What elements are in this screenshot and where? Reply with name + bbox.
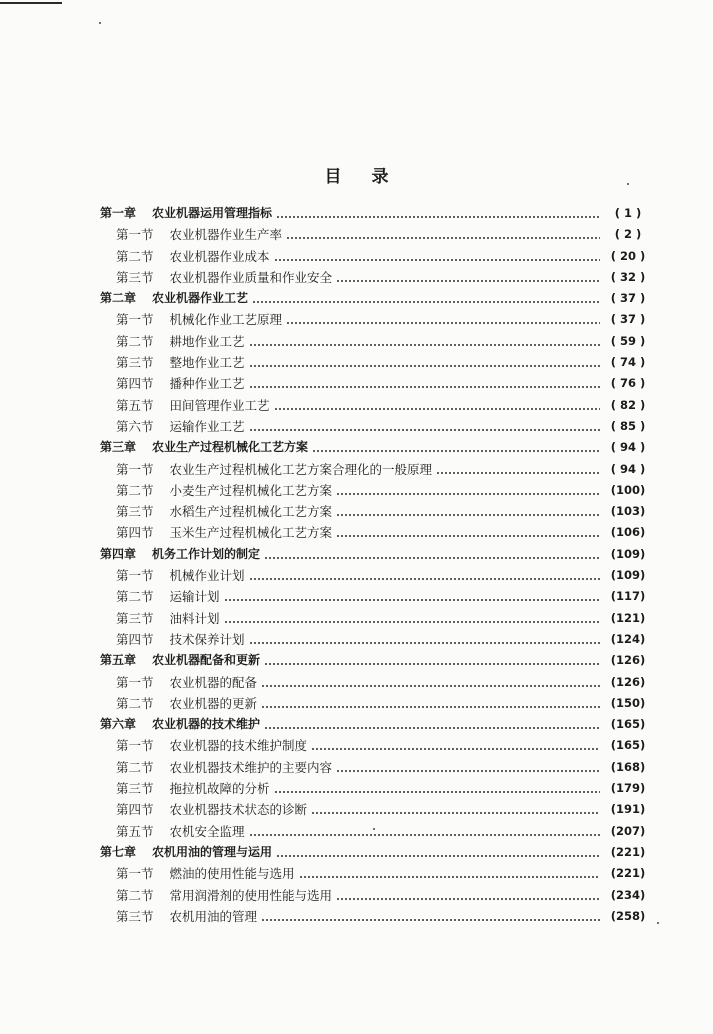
entry-number: 第二节 xyxy=(116,759,154,775)
dot-leader xyxy=(311,799,600,820)
entry-row xyxy=(100,650,652,671)
entry-number: 第三节 xyxy=(116,504,154,520)
entry-row xyxy=(116,906,652,927)
dot-leader xyxy=(436,459,600,480)
dot-leader xyxy=(249,565,600,586)
entry-row xyxy=(116,863,652,884)
entry-page-number: ( 2 ) xyxy=(614,227,642,242)
entry-row xyxy=(116,309,652,330)
entry-page-number: ( 37 ) xyxy=(610,312,646,327)
entry-page-number: (234) xyxy=(610,887,646,902)
entry-row xyxy=(116,459,652,480)
entry-title: 农业机器作业工艺 xyxy=(152,291,249,306)
section-entry xyxy=(0,522,713,543)
entry-page-number: (121) xyxy=(610,610,646,625)
entry-title: 农业生产过程机械化工艺方案合理化的一般原理 xyxy=(169,461,433,477)
chapter-entry xyxy=(0,203,713,224)
entry-page-number: ( 59 ) xyxy=(610,333,646,348)
dot-leader xyxy=(312,437,600,458)
entry-title: 整地作业工艺 xyxy=(169,355,245,371)
entry-number: 第五节 xyxy=(116,397,154,413)
entry-title: 农业机器作业生产率 xyxy=(169,227,283,243)
entry-page-number: ( 74 ) xyxy=(610,355,646,370)
dot-leader xyxy=(249,416,600,437)
entry-row xyxy=(100,203,652,224)
entry-page-number: (165) xyxy=(610,717,646,732)
entry-row xyxy=(116,586,652,607)
entry-number: 第二节 xyxy=(116,333,154,349)
dot-leader xyxy=(274,246,600,267)
entry-title: 小麦生产过程机械化工艺方案 xyxy=(169,482,333,498)
entry-title: 农业机器作业质量和作业安全 xyxy=(169,269,333,285)
entry-number: 第一章 xyxy=(100,206,137,220)
entry-page-number: (117) xyxy=(610,589,646,604)
entry-page-number: (106) xyxy=(610,525,646,540)
title-char: 目 xyxy=(324,167,342,187)
title-char: 录 xyxy=(371,167,389,187)
dot-leader xyxy=(224,608,600,629)
dot-leader xyxy=(286,309,600,330)
entry-number: 第五章 xyxy=(100,653,137,668)
entry-row xyxy=(116,735,652,756)
section-entry xyxy=(0,352,713,373)
entry-number: 第一节 xyxy=(116,674,154,690)
entry-number: 第二节 xyxy=(116,248,154,264)
section-entry xyxy=(0,501,713,522)
entry-number: 第二节 xyxy=(116,887,154,903)
entry-row xyxy=(116,885,652,906)
dot-leader xyxy=(261,672,600,693)
dot-leader xyxy=(274,778,600,799)
section-entry xyxy=(0,586,713,607)
entry-number: 第二章 xyxy=(100,291,137,306)
section-entry xyxy=(0,267,713,288)
dot-leader xyxy=(311,735,600,756)
section-entry xyxy=(0,885,713,906)
entry-page-number: (109) xyxy=(610,546,646,561)
entry-row xyxy=(116,395,652,416)
dot-leader xyxy=(249,821,600,842)
section-entry xyxy=(0,480,713,501)
section-entry xyxy=(0,672,713,693)
entry-number: 第三节 xyxy=(116,355,154,371)
entry-page-number: (109) xyxy=(610,568,646,583)
entry-row xyxy=(116,629,652,650)
dot-leader xyxy=(276,842,600,863)
entry-title: 农业机器技术状态的诊断 xyxy=(169,802,308,818)
entry-title: 农业机器的技术维护制度 xyxy=(169,738,308,754)
entry-row xyxy=(116,501,652,522)
entry-page-number: (258) xyxy=(610,908,646,923)
entry-page-number: (168) xyxy=(610,759,646,774)
entry-number: 第四章 xyxy=(100,546,137,561)
entry-number: 第一节 xyxy=(116,312,154,328)
entry-row xyxy=(100,544,652,565)
scan-speck xyxy=(99,22,101,24)
entry-page-number: (165) xyxy=(610,738,646,753)
entry-title: 田间管理作业工艺 xyxy=(169,397,270,413)
dot-leader xyxy=(336,757,600,778)
entry-title: 机械作业计划 xyxy=(169,568,245,584)
dot-leader xyxy=(224,586,600,607)
entry-number: 第六章 xyxy=(100,717,137,732)
entry-row xyxy=(116,693,652,714)
chapter-entry xyxy=(0,437,713,458)
dot-leader xyxy=(264,650,600,671)
entry-number: 第四节 xyxy=(116,802,154,818)
entry-page-number: (179) xyxy=(610,781,646,796)
entry-title: 水稻生产过程机械化工艺方案 xyxy=(169,504,333,520)
entry-row xyxy=(116,799,652,820)
entry-number: 第五节 xyxy=(116,823,154,839)
page-title xyxy=(0,162,713,187)
entry-title: 农业机器配备和更新 xyxy=(152,653,261,668)
entry-title: 农业机器的配备 xyxy=(169,674,258,690)
dot-leader xyxy=(249,629,600,650)
dot-leader xyxy=(249,331,600,352)
chapter-entry xyxy=(0,714,713,735)
section-entry xyxy=(0,821,713,842)
section-entry xyxy=(0,629,713,650)
entry-number: 第四节 xyxy=(116,631,154,647)
entry-page-number: ( 85 ) xyxy=(610,418,646,433)
dot-leader xyxy=(336,885,600,906)
section-entry xyxy=(0,224,713,245)
dot-leader xyxy=(336,267,600,288)
entry-page-number: ( 1 ) xyxy=(614,206,642,220)
entry-row xyxy=(116,522,652,543)
entry-page-number: (150) xyxy=(610,695,646,710)
entry-row xyxy=(116,224,652,245)
entry-row xyxy=(116,267,652,288)
top-rule xyxy=(0,2,62,4)
entry-page-number: (124) xyxy=(610,631,646,646)
entry-page-number: ( 20 ) xyxy=(610,248,646,263)
entry-title: 机务工作计划的制定 xyxy=(152,546,261,561)
entry-number: 第二节 xyxy=(116,695,154,711)
section-entry xyxy=(0,799,713,820)
dot-leader xyxy=(336,480,600,501)
dot-leader xyxy=(264,544,600,565)
entry-number: 第六节 xyxy=(116,418,154,434)
entry-number: 第三节 xyxy=(116,610,154,626)
entry-page-number: (191) xyxy=(610,802,646,817)
entry-number: 第一节 xyxy=(116,738,154,754)
entry-row xyxy=(100,437,652,458)
entry-title: 运输计划 xyxy=(169,589,220,605)
entry-title: 农业机器的技术维护 xyxy=(152,717,261,732)
entry-title: 拖拉机故障的分析 xyxy=(169,781,270,797)
dot-leader xyxy=(286,224,600,245)
entry-row xyxy=(116,565,652,586)
entry-title: 燃油的使用性能与选用 xyxy=(169,866,295,882)
entry-row xyxy=(116,246,652,267)
entry-number: 第七章 xyxy=(100,844,137,859)
entry-row xyxy=(116,672,652,693)
entry-page-number: (126) xyxy=(610,653,646,668)
dot-leader xyxy=(264,714,600,735)
dot-leader xyxy=(274,395,600,416)
entry-title: 农业机器的更新 xyxy=(169,695,258,711)
dot-leader xyxy=(261,693,600,714)
entry-row xyxy=(116,821,652,842)
chapter-entry xyxy=(0,842,713,863)
section-entry xyxy=(0,416,713,437)
section-entry xyxy=(0,778,713,799)
chapter-entry xyxy=(0,650,713,671)
entry-title: 农业机器作业成本 xyxy=(169,248,270,264)
entry-number: 第二节 xyxy=(116,482,154,498)
entry-page-number: ( 94 ) xyxy=(610,461,646,476)
section-entry xyxy=(0,459,713,480)
entry-number: 第一节 xyxy=(116,461,154,477)
dot-leader xyxy=(249,352,600,373)
entry-title: 农业机器运用管理指标 xyxy=(152,206,273,220)
entry-title: 技术保养计划 xyxy=(169,631,245,647)
entry-number: 第三节 xyxy=(116,269,154,285)
entry-title: 机械化作业工艺原理 xyxy=(169,312,283,328)
dot-leader xyxy=(261,906,600,927)
entry-page-number: (126) xyxy=(610,674,646,689)
chapter-entry xyxy=(0,544,713,565)
entry-number: 第四节 xyxy=(116,376,154,392)
dot-leader xyxy=(252,288,600,309)
entry-number: 第一节 xyxy=(116,866,154,882)
entry-title: 农机用油的管理 xyxy=(169,908,258,924)
entry-page-number: ( 94 ) xyxy=(610,440,646,455)
dot-leader xyxy=(299,863,600,884)
section-entry xyxy=(0,373,713,394)
entry-row xyxy=(116,352,652,373)
entry-page-number: (207) xyxy=(610,823,646,838)
entry-number: 第二节 xyxy=(116,589,154,605)
chapter-entry xyxy=(0,288,713,309)
dot-leader xyxy=(336,522,600,543)
section-entry xyxy=(0,309,713,330)
entry-row xyxy=(116,757,652,778)
entry-title: 农业生产过程机械化工艺方案 xyxy=(152,440,309,455)
section-entry xyxy=(0,395,713,416)
entry-title: 农机安全监理 xyxy=(169,823,245,839)
entry-number: 第四节 xyxy=(116,525,154,541)
section-entry xyxy=(0,735,713,756)
entry-page-number: ( 82 ) xyxy=(610,397,646,412)
entry-title: 播种作业工艺 xyxy=(169,376,245,392)
entry-title: 农业机器技术维护的主要内容 xyxy=(169,759,333,775)
entry-row xyxy=(116,331,652,352)
entry-page-number: (103) xyxy=(610,504,646,519)
entry-title: 常用润滑剂的使用性能与选用 xyxy=(169,887,333,903)
entry-title: 油料计划 xyxy=(169,610,220,626)
entry-number: 第一节 xyxy=(116,227,154,243)
entry-page-number: ( 76 ) xyxy=(610,376,646,391)
section-entry xyxy=(0,565,713,586)
entry-title: 耕地作业工艺 xyxy=(169,333,245,349)
dot-leader xyxy=(249,373,600,394)
entry-number: 第三节 xyxy=(116,908,154,924)
entry-row xyxy=(116,480,652,501)
section-entry xyxy=(0,863,713,884)
entry-page-number: ( 32 ) xyxy=(610,269,646,284)
entry-number: 第一节 xyxy=(116,568,154,584)
entry-row xyxy=(100,714,652,735)
entry-title: 农机用油的管理与运用 xyxy=(152,844,273,859)
section-entry xyxy=(0,906,713,927)
entry-page-number: (100) xyxy=(610,482,646,497)
section-entry xyxy=(0,608,713,629)
entry-title: 运输作业工艺 xyxy=(169,418,245,434)
dot-leader xyxy=(276,203,600,224)
entry-page-number: (221) xyxy=(610,844,646,859)
entry-number: 第三节 xyxy=(116,781,154,797)
entry-title: 玉米生产过程机械化工艺方案 xyxy=(169,525,333,541)
entry-number: 第三章 xyxy=(100,440,137,455)
entry-row xyxy=(116,373,652,394)
entry-page-number: ( 37 ) xyxy=(610,291,646,306)
dot-leader xyxy=(336,501,600,522)
entry-row xyxy=(116,608,652,629)
section-entry xyxy=(0,331,713,352)
entry-row xyxy=(116,416,652,437)
entry-row xyxy=(100,842,652,863)
entry-row xyxy=(116,778,652,799)
entry-row xyxy=(100,288,652,309)
section-entry xyxy=(0,757,713,778)
section-entry xyxy=(0,693,713,714)
entry-page-number: (221) xyxy=(610,866,646,881)
section-entry xyxy=(0,246,713,267)
table-of-contents xyxy=(0,203,713,927)
